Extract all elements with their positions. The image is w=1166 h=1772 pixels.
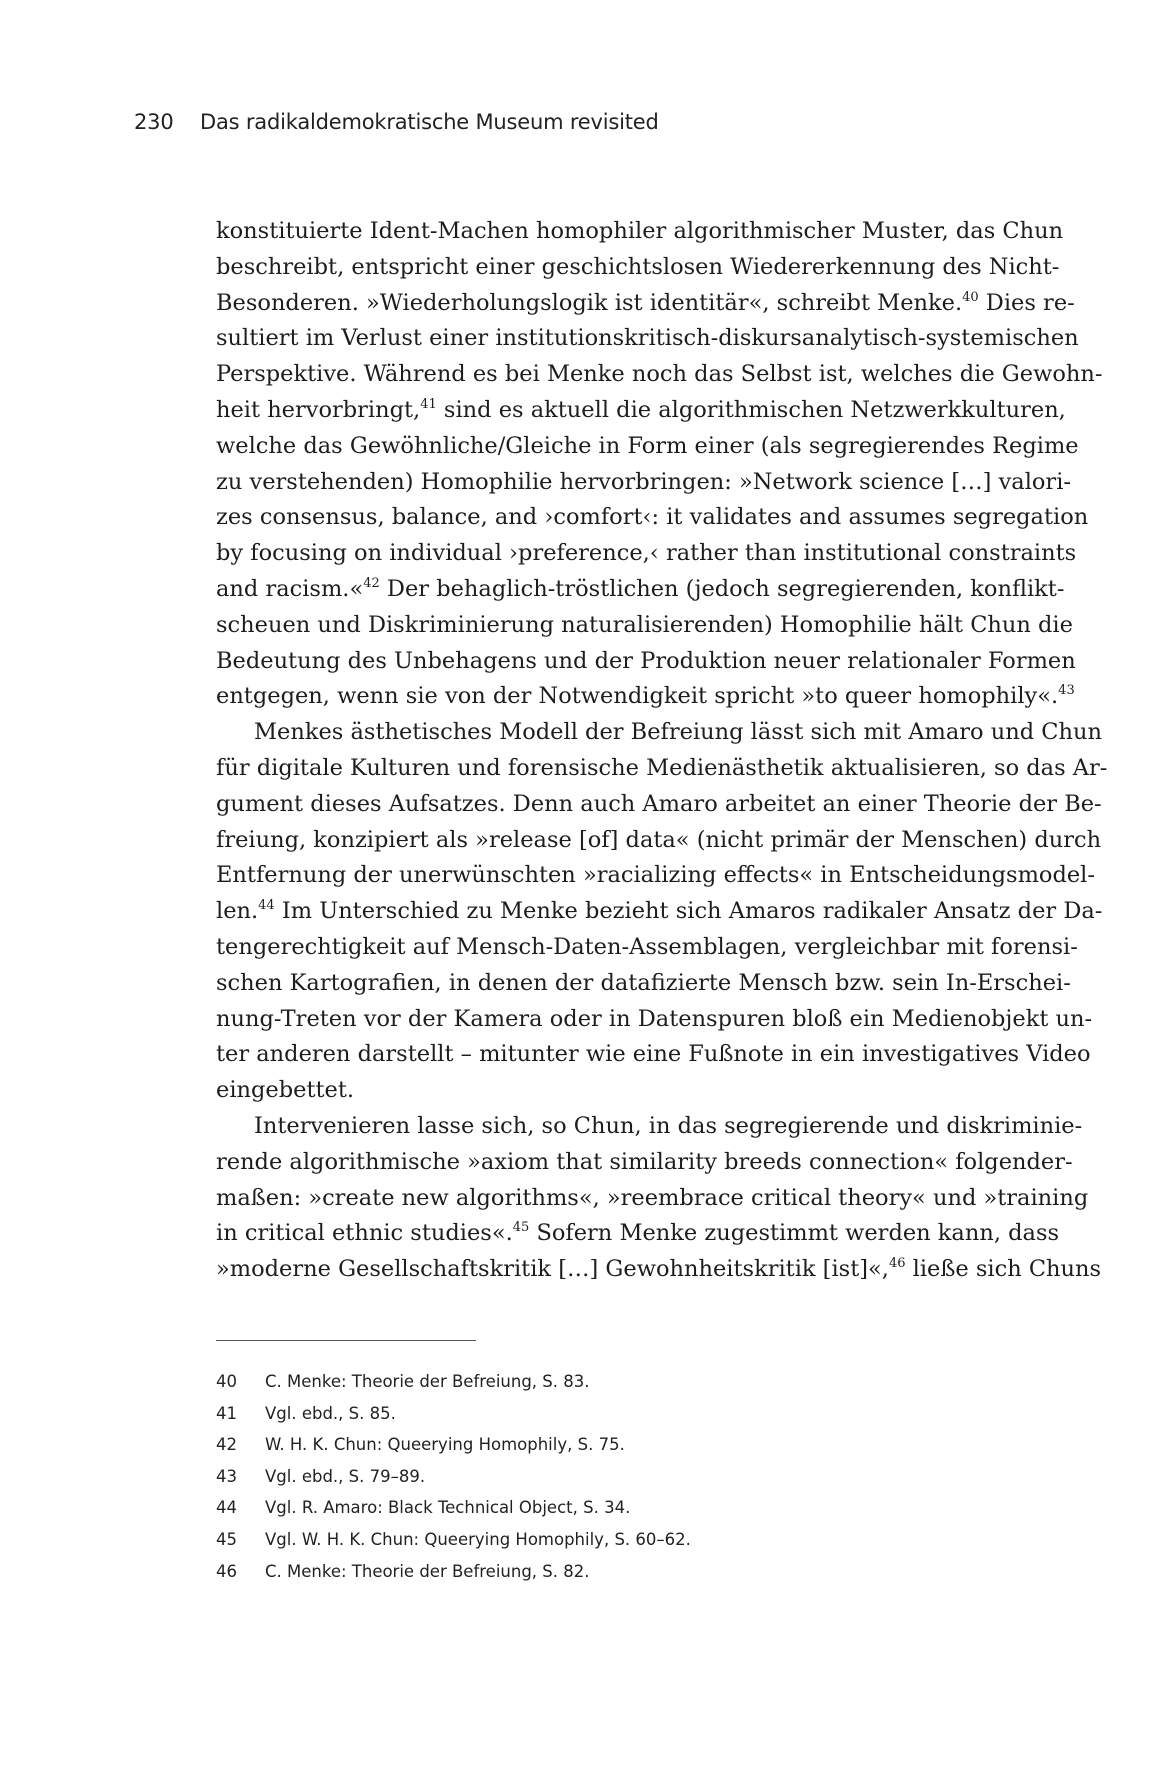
line-text: tengerechtigkeit auf Mensch-Daten-Assemblagen, vergleichbar mit forensi- bbox=[216, 933, 1078, 960]
text-line bbox=[216, 858, 1095, 894]
text-line bbox=[216, 1145, 1073, 1181]
footnote-text: Vgl. ebd., S. 79–89. bbox=[265, 1466, 426, 1486]
text-line bbox=[216, 1073, 1024, 1109]
line-text: in critical ethnic studies«. bbox=[216, 1220, 513, 1247]
line-text: Im Unterschied zu Menke bezieht sich Amaros radikaler Ansatz der Da- bbox=[274, 898, 1103, 925]
footnotes bbox=[216, 1366, 1024, 1587]
line-text: nung-Treten vor der Kamera oder in Datenspuren bloß ein Medienobjekt un- bbox=[216, 1005, 1093, 1032]
text-line bbox=[216, 429, 1079, 465]
line-text: len. bbox=[216, 898, 259, 925]
text-line bbox=[216, 1109, 1083, 1145]
text-line bbox=[216, 823, 1102, 859]
footnote bbox=[216, 1366, 1024, 1398]
line-text: Der behaglich-tröstlichen (jedoch segregierenden, konflikt- bbox=[379, 575, 1065, 602]
footnote-text: W. H. K. Chun: Queerying Homophily, S. 75. bbox=[265, 1435, 625, 1455]
text-line bbox=[216, 250, 1060, 286]
text-line bbox=[216, 1181, 1089, 1217]
text-line bbox=[216, 715, 1102, 751]
line-text: rende algorithmische »axiom that similarity breeds connection« folgender- bbox=[216, 1148, 1073, 1175]
line-text: entgegen, wenn sie von der Notwendigkeit spricht »to queer homophily«. bbox=[216, 683, 1059, 710]
line-text: gument dieses Aufsatzes. Denn auch Amaro arbeitet an einer Theorie der Be- bbox=[216, 790, 1102, 817]
text-line bbox=[216, 608, 1073, 644]
text-line bbox=[216, 500, 1089, 536]
footnote-text: Vgl. ebd., S. 85. bbox=[265, 1403, 396, 1423]
text-line bbox=[216, 214, 1064, 250]
text-line bbox=[216, 357, 1103, 393]
footnote-reference: 40 bbox=[962, 289, 979, 305]
line-text: Entfernung der unerwünschten »racializing effects« in Entscheidungsmodel- bbox=[216, 862, 1095, 889]
line-text: and racism.« bbox=[216, 575, 364, 602]
footnote bbox=[216, 1492, 1024, 1524]
footnote-reference: 43 bbox=[1058, 683, 1075, 699]
text-line bbox=[216, 751, 1108, 787]
text-line bbox=[216, 1037, 1091, 1073]
line-text: »moderne Gesellschaftskritik […] Gewohnheitskritik [ist]«, bbox=[216, 1256, 889, 1283]
line-text: heit hervorbringt, bbox=[216, 396, 421, 423]
footnote-reference: 44 bbox=[258, 898, 275, 914]
line-text: schen Kartografien, in denen der datafizierte Mensch bzw. sein In-Erschei- bbox=[216, 969, 1071, 996]
line-text: sultiert im Verlust einer institutionskritisch-diskursanalytisch-systemischen bbox=[216, 325, 1079, 352]
line-text: ließe sich Chuns bbox=[905, 1256, 1102, 1283]
footnote-number: 40 bbox=[216, 1372, 237, 1391]
line-text: zes consensus, balance, and ›comfort‹: it validates and assumes segregation bbox=[216, 504, 1089, 531]
line-text: für digitale Kulturen und forensische Medienästhetik aktualisieren, so das Ar- bbox=[216, 754, 1108, 781]
text-line bbox=[216, 1216, 1060, 1252]
text-line bbox=[216, 286, 1075, 322]
footnote bbox=[216, 1429, 1024, 1461]
footnote bbox=[216, 1461, 1024, 1493]
line-text: eingebettet. bbox=[216, 1077, 355, 1104]
footnote bbox=[216, 1524, 1024, 1556]
footnote bbox=[216, 1398, 1024, 1430]
text-line bbox=[216, 1252, 1102, 1288]
footnote-text: Vgl. W. H. K. Chun: Queerying Homophily, S. 60–62. bbox=[265, 1529, 691, 1549]
text-line bbox=[216, 572, 1065, 608]
footnote-text: Vgl. R. Amaro: Black Technical Object, S. 34. bbox=[265, 1498, 631, 1518]
line-text: Intervenieren lasse sich, so Chun, in das segregierende und diskriminie- bbox=[254, 1112, 1083, 1139]
line-text: Dies re- bbox=[978, 289, 1075, 316]
line-text: by focusing on individual ›preference,‹ rather than institutional constraints bbox=[216, 540, 1077, 567]
line-text: konstituierte Ident-Machen homophiler algorithmischer Muster, das Chun bbox=[216, 218, 1064, 244]
text-line bbox=[216, 679, 1075, 715]
line-text: zu verstehenden) Homophilie hervorbringen: »Network science […] valori- bbox=[216, 468, 1071, 495]
line-text: ter anderen darstellt – mitunter wie eine Fußnote in ein investigatives Video bbox=[216, 1041, 1091, 1068]
footnote-text: C. Menke: Theorie der Befreiung, S. 82. bbox=[265, 1561, 590, 1581]
footnote-divider bbox=[216, 1340, 476, 1341]
text-line bbox=[216, 393, 1066, 429]
footnote-reference: 42 bbox=[363, 575, 380, 591]
line-text: beschreibt, entspricht einer geschichtslosen Wiedererkennung des Nicht- bbox=[216, 253, 1060, 280]
running-head bbox=[134, 110, 659, 134]
text-line bbox=[216, 536, 1077, 572]
running-title: Das radikaldemokratische Museum revisited bbox=[200, 110, 659, 134]
footnote-number: 42 bbox=[216, 1435, 237, 1455]
footnote-reference: 41 bbox=[420, 396, 437, 412]
line-text: Bedeutung des Unbehagens und der Produktion neuer relationaler Formen bbox=[216, 647, 1076, 674]
line-text: maßen: »create new algorithms«, »reembrace critical theory« und »training bbox=[216, 1184, 1089, 1211]
body-text bbox=[216, 214, 1108, 1288]
footnote-number: 43 bbox=[216, 1466, 237, 1486]
line-text: sind es aktuell die algorithmischen Netzwerkkulturen, bbox=[436, 396, 1066, 423]
footnote-number: 45 bbox=[216, 1529, 237, 1549]
text-line bbox=[216, 966, 1071, 1002]
text-line bbox=[216, 321, 1079, 357]
footnote-number: 44 bbox=[216, 1498, 237, 1518]
footnote-number: 41 bbox=[216, 1403, 237, 1423]
text-line bbox=[216, 1002, 1093, 1038]
line-text: Perspektive. Während es bei Menke noch das Selbst ist, welches die Gewohn- bbox=[216, 361, 1103, 388]
text-line bbox=[216, 465, 1071, 501]
page-number: 230 bbox=[134, 110, 174, 134]
line-text: scheuen und Diskriminierung naturalisierenden) Homophilie hält Chun die bbox=[216, 611, 1073, 638]
footnote-reference: 46 bbox=[888, 1256, 906, 1272]
line-text: freiung, konzipiert als »release [of] data« (nicht primär der Menschen) durch bbox=[216, 826, 1102, 853]
footnote-number: 46 bbox=[216, 1561, 237, 1581]
line-text: Menkes ästhetisches Modell der Befreiung lässt sich mit Amaro und Chun bbox=[254, 719, 1102, 746]
line-text: Sofern Menke zugestimmt werden kann, dass bbox=[529, 1220, 1060, 1247]
text-line bbox=[216, 644, 1076, 680]
footnote-text: C. Menke: Theorie der Befreiung, S. 83. bbox=[265, 1372, 590, 1391]
text-line bbox=[216, 787, 1102, 823]
text-line bbox=[216, 894, 1103, 930]
line-text: welche das Gewöhnliche/Gleiche in Form einer (als segregierendes Regime bbox=[216, 432, 1079, 459]
footnote-reference: 45 bbox=[512, 1220, 530, 1236]
text-line bbox=[216, 930, 1078, 966]
line-text: Besonderen. »Wiederholungslogik ist identitär«, schreibt Menke. bbox=[216, 289, 963, 316]
footnote bbox=[216, 1556, 1024, 1588]
